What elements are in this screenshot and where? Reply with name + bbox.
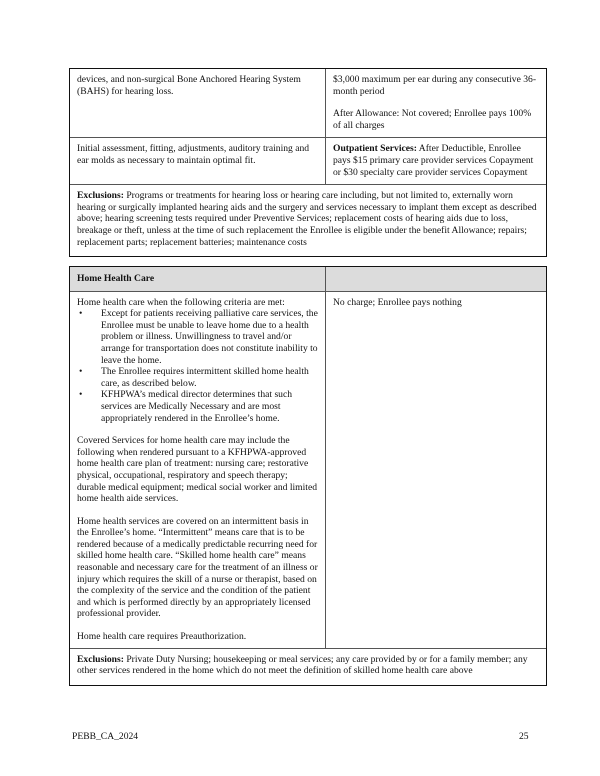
exclusions-label: Exclusions: xyxy=(77,190,124,202)
outpatient-cost-text xyxy=(333,143,539,178)
section-header-row xyxy=(70,267,546,292)
preauthorization-note: Home health care requires Preauthorization. xyxy=(77,631,247,643)
home-health-care-table xyxy=(69,266,547,686)
outpatient-detail: After Deductible, Enrollee pays $15 primary care provider services Copayment or $30 specialty care provider services Copayment xyxy=(333,143,534,178)
exclusions-row xyxy=(70,185,546,256)
section-title: Home Health Care xyxy=(77,273,155,284)
criteria-list xyxy=(77,308,318,424)
exclusions-detail: Programs or treatments for hearing loss or hearing care including, but not limited to, externally worn hearing or surgically implanted hearing aids and the surgery and services necessary to implant them except as described above; hearing screening tests required under Preventive Services; replacement costs of hearing aids due to loss, breakage or theft, unless at the time of such replacement the Enrollee is eligible under the benefit Allowance; repairs; replacement parts; replacement batteries; maintenance costs xyxy=(77,190,537,248)
table-row xyxy=(70,292,546,649)
covered-services-paragraph: Covered Services for home health care may include the following when rendered pursuant to a KFHPWA-approved home health care plan of treatment: nursing care; restorative physical, occupational, respiratory and speech therapy; durable medical equipment; medical social worker and limited home health aide services. xyxy=(77,435,318,505)
footer-page-number: 25 xyxy=(519,731,529,742)
service-description-cell xyxy=(70,292,326,648)
exclusions-cell xyxy=(70,185,546,256)
table-row xyxy=(70,138,546,185)
cost-share-cell xyxy=(326,292,546,648)
bullet-icon: • xyxy=(79,366,83,378)
exclusions-row xyxy=(70,649,546,685)
criteria-item: • Except for patients receiving palliative care services, the Enrollee must be unable to leave home due to a health problem or illness. Unwillingness to travel and/or arrange for transportation does not constitute inability to leave the home. xyxy=(79,308,318,366)
footer-document-id: PEBB_CA_2024 xyxy=(72,731,139,742)
outpatient-label: Outpatient Services: xyxy=(333,143,417,155)
service-description-cell xyxy=(70,69,326,137)
cost-share-text: No charge; Enrollee pays nothing xyxy=(333,296,462,308)
service-description-cell xyxy=(70,138,326,184)
table-row xyxy=(70,69,546,138)
service-description: Initial assessment, fitting, adjustments, auditory training and ear molds as necessary to maintain optimal fit. xyxy=(77,143,310,166)
criteria-item: • KFHPWA’s medical director determines that such services are Medically Necessary and are most appropriately rendered in the Enrollee’s home. xyxy=(79,389,293,424)
bullet-icon: • xyxy=(79,389,83,401)
criteria-intro: Home health care when the following criteria are met: xyxy=(77,296,285,308)
intermittent-definition-paragraph: Home health services are covered on an intermittent basis in the Enrollee’s home. “Intermittent” means care that is to be rendered because of a medically predictable recurring need for skilled home health care. “Skilled home health care” means reasonable and necessary care for the treatment of an illness or injury which requires the skill of a nurse or therapist, based on the complexity of the service and the condition of the patient and which is performed directly by an appropriately licensed professional provider. xyxy=(77,515,318,620)
cost-share-cell xyxy=(326,138,546,184)
section-header xyxy=(70,267,326,291)
bullet-icon: • xyxy=(79,308,83,320)
exclusions-text xyxy=(77,654,539,677)
section-header-empty xyxy=(326,267,546,291)
service-description: devices, and non-surgical Bone Anchored Hearing System (BAHS) for hearing loss. xyxy=(77,74,301,97)
hearing-benefits-table xyxy=(69,68,547,257)
criteria-item: • The Enrollee requires intermittent skilled home health care, as described below. xyxy=(79,366,309,389)
after-allowance-text: After Allowance: Not covered; Enrollee pays 100% of all charges xyxy=(333,108,532,131)
cost-share-cell xyxy=(326,69,546,137)
exclusions-text xyxy=(77,190,539,248)
exclusions-cell xyxy=(70,649,546,685)
exclusions-detail: Private Duty Nursing; housekeeping or meal services; any care provided by or for a family member; any other services rendered in the home which do not meet the definition of skilled home health care above xyxy=(77,653,528,677)
exclusions-label: Exclusions: xyxy=(77,653,124,665)
allowance-text: $3,000 maximum per ear during any consecutive 36-month period xyxy=(333,74,537,97)
